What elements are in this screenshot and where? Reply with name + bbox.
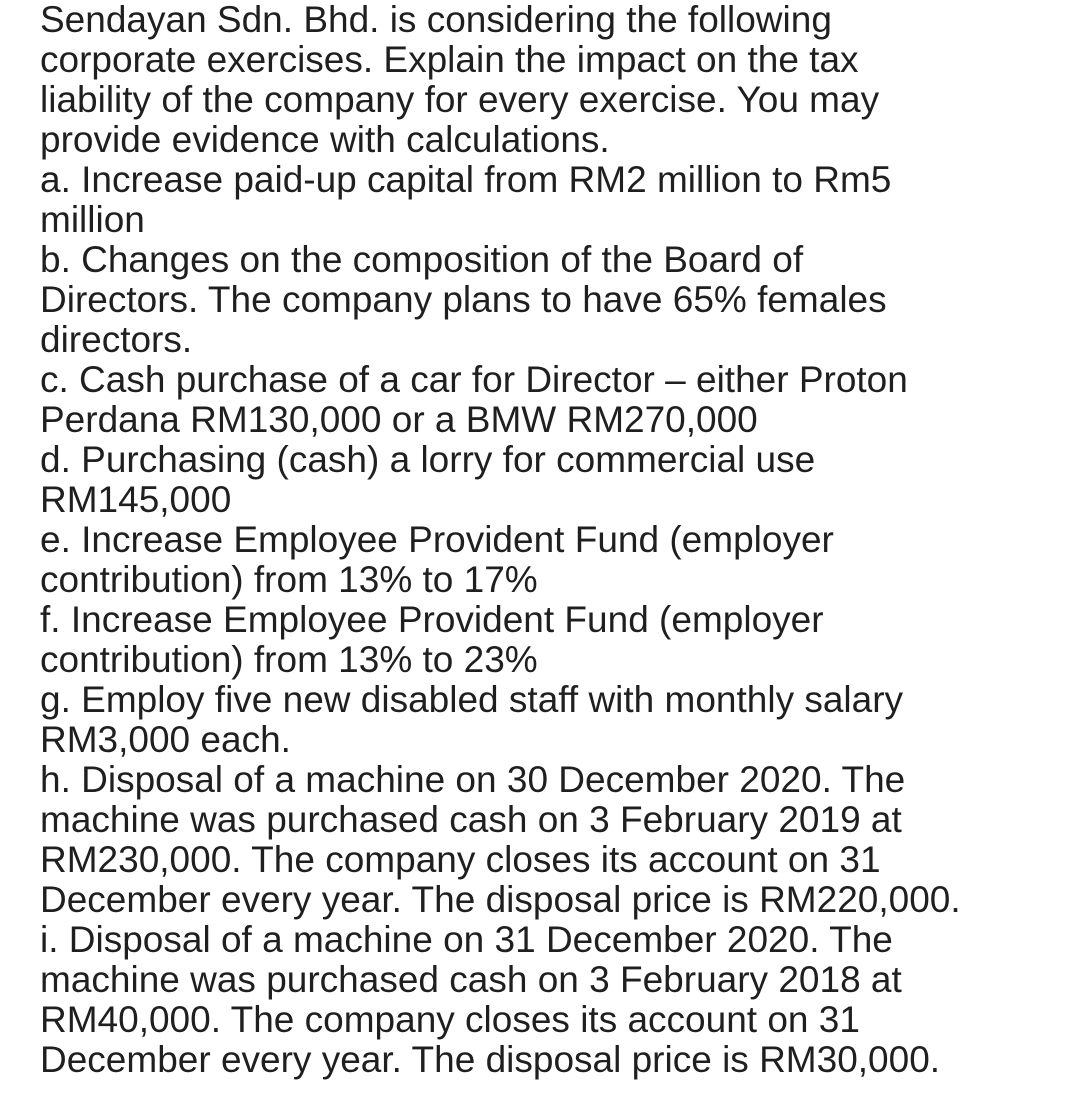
- item-f-line: f. Increase Employee Provident Fund (employer: [40, 599, 824, 640]
- item-f: [40, 600, 1060, 680]
- item-e-line: contribution) from 13% to 17%: [40, 559, 538, 600]
- item-d-line: RM145,000: [40, 479, 232, 520]
- item-d: [40, 440, 1060, 520]
- intro-line: corporate exercises. Explain the impact on the tax: [40, 39, 859, 80]
- item-b-line: b. Changes on the composition of the Board of: [40, 239, 804, 280]
- item-b-line: directors.: [40, 319, 193, 360]
- item-e: [40, 520, 1060, 600]
- item-h-line: machine was purchased cash on 3 February 2019 at: [40, 799, 902, 840]
- intro-line: provide evidence with calculations.: [40, 119, 610, 160]
- item-g-line: g. Employ five new disabled staff with monthly salary: [40, 679, 904, 720]
- item-h: [40, 760, 1060, 920]
- item-e-line: e. Increase Employee Provident Fund (employer: [40, 519, 834, 560]
- item-i-line: machine was purchased cash on 3 February 2018 at: [40, 959, 902, 1000]
- item-h-line: December every year. The disposal price is RM220,000.: [40, 879, 961, 920]
- item-g: [40, 680, 1060, 760]
- question-text: [40, 0, 1060, 1080]
- item-f-line: contribution) from 13% to 23%: [40, 639, 538, 680]
- item-b: [40, 240, 1060, 360]
- item-h-line: h. Disposal of a machine on 30 December 2020. The: [40, 759, 906, 800]
- item-i-line: December every year. The disposal price is RM30,000.: [40, 1039, 941, 1080]
- item-g-line: RM3,000 each.: [40, 719, 291, 760]
- item-i-line: i. Disposal of a machine on 31 December 2020. The: [40, 919, 893, 960]
- item-a-line: a. Increase paid-up capital from RM2 million to Rm5: [40, 159, 892, 200]
- item-c: [40, 360, 1060, 440]
- item-i-line: RM40,000. The company closes its account on 31: [40, 999, 860, 1040]
- item-a: [40, 160, 1060, 240]
- item-c-line: Perdana RM130,000 or a BMW RM270,000: [40, 399, 758, 440]
- intro-line: liability of the company for every exercise. You may: [40, 79, 880, 120]
- item-a-line: million: [40, 199, 145, 240]
- item-d-line: d. Purchasing (cash) a lorry for commercial use: [40, 439, 816, 480]
- item-c-line: c. Cash purchase of a car for Director – either Proton: [40, 359, 908, 400]
- item-h-line: RM230,000. The company closes its account on 31: [40, 839, 881, 880]
- intro-line: Sendayan Sdn. Bhd. is considering the following: [40, 0, 832, 40]
- item-b-line: Directors. The company plans to have 65% females: [40, 279, 887, 320]
- item-i: [40, 920, 1060, 1080]
- intro-paragraph: [40, 0, 1060, 160]
